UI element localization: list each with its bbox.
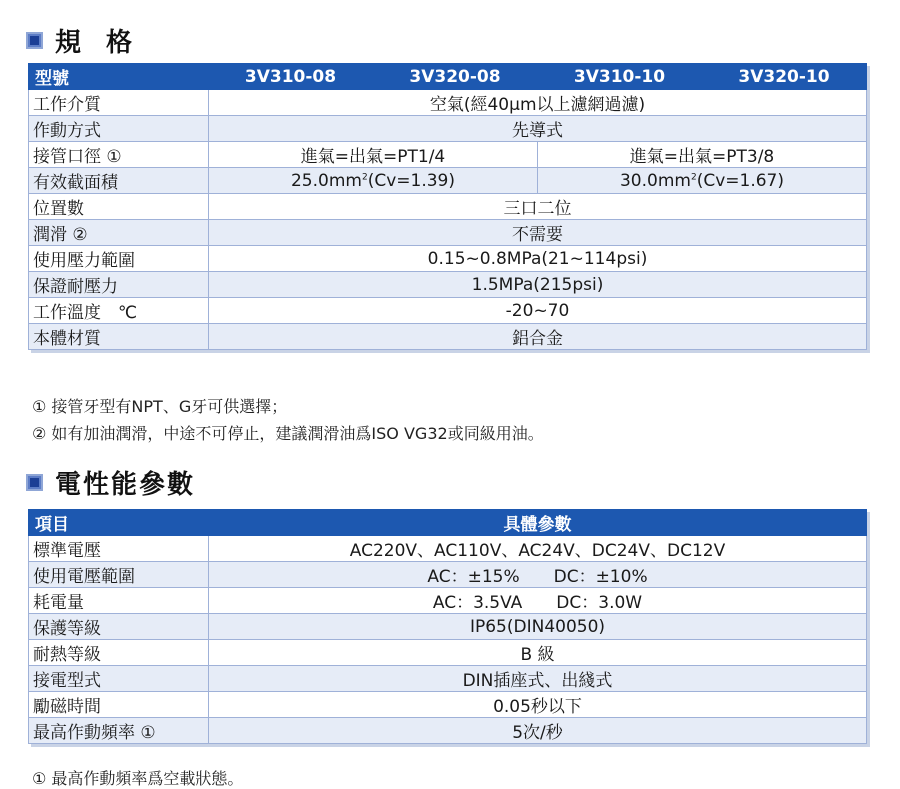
table-row — [29, 718, 867, 744]
row-value: 先導式 — [209, 116, 867, 142]
row-label: 最高作動頻率 ① — [29, 718, 209, 744]
table-row — [29, 324, 867, 350]
footnote: ① 接管牙型有NPT、G牙可供選擇； — [32, 397, 288, 416]
row-label: 耗電量 — [29, 588, 209, 614]
row-label: 位置數 — [29, 194, 209, 220]
table-row — [29, 614, 867, 640]
square-bullet-icon — [26, 474, 43, 491]
table-row — [29, 562, 867, 588]
model-header: 3V310-08 — [209, 64, 373, 90]
row-label: 本體材質 — [29, 324, 209, 350]
section-title-electrical — [26, 466, 195, 498]
row-value: 不需要 — [209, 220, 867, 246]
row-label: 接管口徑 ① — [29, 142, 209, 168]
table-row — [29, 194, 867, 220]
table-row — [29, 298, 867, 324]
electrical-header-row — [29, 510, 867, 536]
section-title-text: 電性能參數 — [55, 469, 196, 500]
row-label: 潤滑 ② — [29, 220, 209, 246]
row-value: 三口二位 — [209, 194, 867, 220]
footnote: ① 最高作動頻率爲空載狀態。 — [32, 769, 244, 788]
table-row — [29, 142, 867, 168]
table-row — [29, 90, 867, 116]
model-header: 3V320-10 — [702, 64, 867, 90]
row-label: 保證耐壓力 — [29, 272, 209, 298]
row-label: 工作介質 — [29, 90, 209, 116]
table-row — [29, 536, 867, 562]
row-label: 作動方式 — [29, 116, 209, 142]
spec-table — [28, 63, 867, 350]
table-row — [29, 640, 867, 666]
section-title-text: 規 格 — [55, 27, 141, 58]
table-row — [29, 666, 867, 692]
table-row — [29, 272, 867, 298]
model-header: 3V310-10 — [538, 64, 702, 90]
model-header: 3V320-08 — [373, 64, 538, 90]
row-value: AC：±15% DC：±10% — [209, 562, 867, 588]
square-bullet-icon — [26, 32, 43, 49]
row-label: 有效截面積 — [29, 168, 209, 194]
footnote: ② 如有加油潤滑，中途不可停止，建議潤滑油爲ISO VG32或同級用油。 — [32, 424, 544, 443]
row-value: AC：3.5VA DC：3.0W — [209, 588, 867, 614]
row-value: IP65(DIN40050) — [209, 614, 867, 640]
table-row — [29, 168, 867, 194]
row-value: 進氣=出氣=PT3/8 — [538, 142, 867, 168]
row-value — [538, 168, 867, 194]
area-value: 30.0mm — [619, 170, 691, 191]
row-label: 使用壓力範圍 — [29, 246, 209, 272]
row-value: 0.05秒以下 — [209, 692, 867, 718]
table-row — [29, 220, 867, 246]
row-label: 耐熱等級 — [29, 640, 209, 666]
row-value: 鋁合金 — [209, 324, 867, 350]
section-title-specs — [26, 24, 140, 56]
cv-value: (Cv=1.67) — [696, 170, 784, 191]
row-value: 進氣=出氣=PT1/4 — [209, 142, 538, 168]
row-value: 0.15~0.8MPa(21~114psi) — [209, 246, 867, 272]
row-label: 使用電壓範圍 — [29, 562, 209, 588]
row-label: 接電型式 — [29, 666, 209, 692]
spec-header-row — [29, 64, 867, 90]
row-label: 工作溫度 ℃ — [29, 298, 209, 324]
row-value: B 級 — [209, 640, 867, 666]
header-label: 型號 — [29, 64, 209, 90]
row-value: 空氣(經40μm以上濾網過濾) — [209, 90, 867, 116]
row-value: 1.5MPa(215psi) — [209, 272, 867, 298]
row-label: 勵磁時間 — [29, 692, 209, 718]
row-value: DIN插座式、出綫式 — [209, 666, 867, 692]
row-value: -20~70 — [209, 298, 867, 324]
row-value: AC220V、AC110V、AC24V、DC24V、DC12V — [209, 536, 867, 562]
header-value: 具體參數 — [209, 510, 867, 536]
cv-value: (Cv=1.39) — [367, 170, 455, 191]
area-value: 25.0mm — [290, 170, 362, 191]
row-value: 5次/秒 — [209, 718, 867, 744]
table-row — [29, 692, 867, 718]
table-row — [29, 246, 867, 272]
table-row — [29, 116, 867, 142]
row-label: 標準電壓 — [29, 536, 209, 562]
table-row — [29, 588, 867, 614]
superscript: 2 — [361, 171, 368, 182]
row-value — [209, 168, 538, 194]
header-label: 項目 — [29, 510, 209, 536]
electrical-table — [28, 509, 867, 744]
row-label: 保護等級 — [29, 614, 209, 640]
superscript: 2 — [690, 171, 697, 182]
